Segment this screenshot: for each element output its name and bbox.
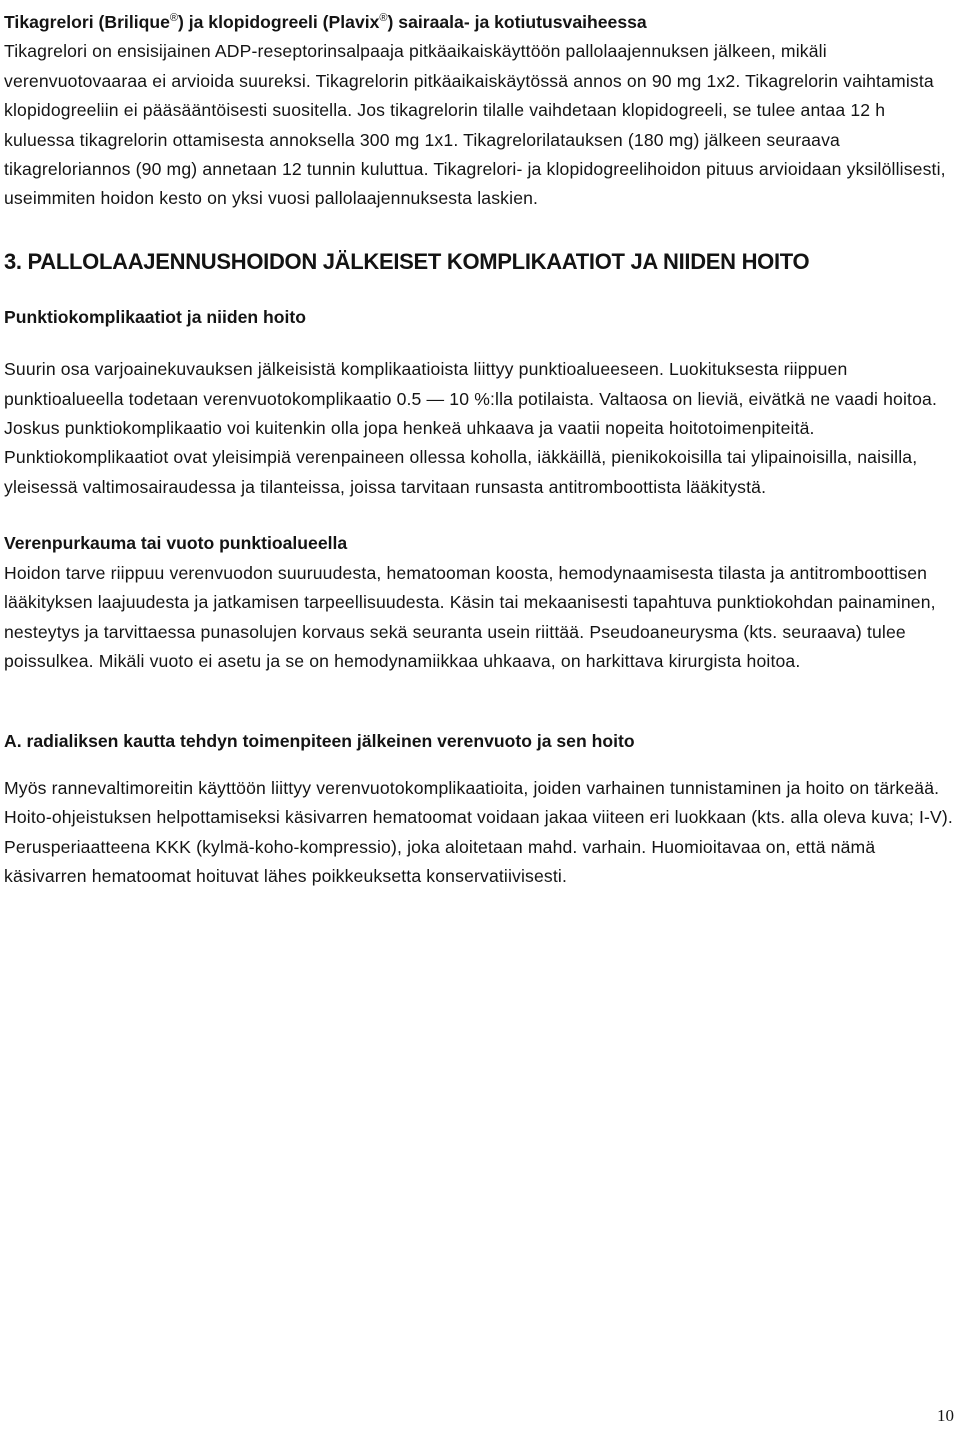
registered-mark-icon: ® <box>379 12 388 24</box>
hematoma-bleeding-paragraph: Hoidon tarve riippuu verenvuodon suuruudesta, hematooman koosta, hemodynaamisesta tilasta ja antitromboottisen lääkityksen laajuudesta ja jatkamisen tarpeellisuudesta. Käsin tai mekaanisesti tapahtuva punktiokohdan painaminen, nesteytys ja tarvittaessa punasolujen korvaus sekä seuranta usein riittää. Pseudoaneurysma (kts. seuraava) tulee poissulkea. Mikäli vuoto ei asetu ja se on hemodynamiikkaa uhkaava, on harkittava kirurgista hoitoa. <box>4 562 936 671</box>
radial-bleeding-paragraph: Myös rannevaltimoreitin käyttöön liittyy verenvuotokomplikaatioita, joiden varhainen tunnistaminen ja hoito on tärkeää. Hoito-ohjeistuksen helpottamiseksi käsivarren hematoomat voidaan jakaa viiteen eri luokkaan (kts. alla oleva kuva; I-V). Perusperiaatteena KKK (kylmä-koho-kompressio), joka aloitetaan mahd. varhain. Huomioitavaa on, että nämä käsivarren hematoomat hoituvat lähes poikkeuksetta konservatiivisesti. <box>4 777 953 886</box>
page-number: 10 <box>937 1406 954 1425</box>
heading-text-part-2: ) ja klopidogreeli (Plavix <box>178 12 380 32</box>
registered-mark-icon: ® <box>169 12 178 24</box>
ticagrelor-paragraph: Tikagrelori on ensisijainen ADP-reseptorinsalpaaja pitkäaikaiskäyttöön pallolaajennuksen jälkeen, mikäli verenvuotovaaraa ei arvioida suureksi. Tikagrelorin pitkäaikaiskäytössä annos on 90 mg 1x2. Tikagrelorin vaihtamista klopidogreeliin ei pääsääntöisesti suositella. Jos tikagrelorin tilalle vaihdetaan klopidogreeli, se tulee antaa 12 h kuluessa tikagrelorin ottamisesta annoksella 300 mg 1x1. Tikagrelorilatauksen (180 mg) jälkeen seuraava tikagreloriannos (90 mg) annetaan 12 tunnin kuluttua. Tikagrelori- ja klopidogreelihoidon pituus arvioidaan yksilöllisesti, useimmiten hoidon kesto on yksi vuosi pallolaajennuksesta laskien. <box>4 41 946 209</box>
hematoma-bleeding-heading: Verenpurkauma tai vuoto punktioalueella <box>4 533 348 554</box>
section-3-heading: 3. PALLOLAAJENNUSHOIDON JÄLKEISET KOMPLIKAATIOT JA NIIDEN HOITO <box>4 248 810 274</box>
ticagrelor-clopidogrel-heading <box>4 4 954 37</box>
heading-text-part-1: Tikagrelori (Brilique <box>4 12 170 32</box>
document-page <box>4 4 954 891</box>
heading-text-part-3: ) sairaala- ja kotiutusvaiheessa <box>387 12 647 32</box>
radial-bleeding-heading: A. radialiksen kautta tehdyn toimenpiteen jälkeinen verenvuoto ja sen hoito <box>4 731 635 752</box>
puncture-complications-paragraph: Suurin osa varjoainekuvauksen jälkeisistä komplikaatioista liittyy punktioalueeseen. Luokituksesta riippuen punktioalueella todetaan verenvuotokomplikaatio 0.5 — 10 %:lla potilaista. Valtaosa on lieviä, eivätkä ne vaadi hoitoa. Joskus punktiokomplikaatio voi kuitenkin olla jopa henkeä uhkaava ja vaatii nopeita hoitotoimenpiteitä. Punktiokomplikaatiot ovat yleisimpiä verenpaineen ollessa koholla, iäkkäillä, pienikokoisilla tai ylipainoisilla, naisilla, yleisessä valtimosairaudessa ja tilanteissa, joissa tarvitaan runsasta antitromboottista lääkitystä. <box>4 359 937 497</box>
puncture-complications-heading: Punktiokomplikaatiot ja niiden hoito <box>4 306 307 327</box>
